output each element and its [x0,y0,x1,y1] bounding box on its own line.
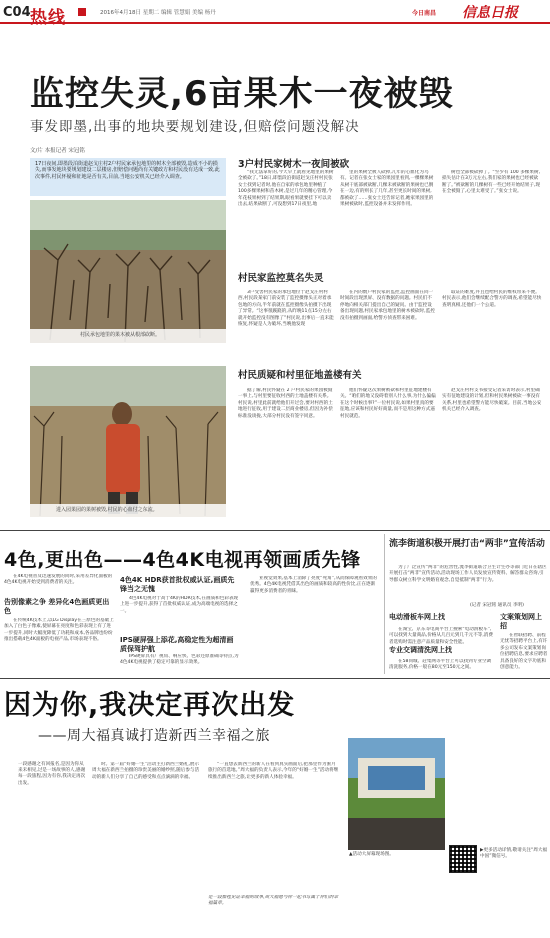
tv-col2-heading: 4色4K HDR获首批权威认证,画质先锋当之无愧 [120,576,235,593]
article-column: 3户受害村民家的承包地位于赵戈庄村村西,村民段某家门前安装了监控摄像头正对着承包地的方向,半年前就在监控摄像头拍摄下出现了异常。“这事很蹊跷的,从昨晚11点15分左右就开始监控没有图像了”村民说,出事后一直未能恢复,怀疑是人为破坏,当晚他发现 [238,290,334,328]
newspaper-logo: 信息日报 [462,5,518,21]
article-column: 时。第一届“好婚一生”活动主打新西兰婚礼,展示周大福在新西兰拍摄的珍贵美丽的婚纱照,随后参与活动的新人们分享了自己的感受和点点滴滴的幸福。 [92,762,200,780]
poem-column: 一段感谢之有回报名,是因为你从来未相见,过是一场故事的人,感谢每一段旅程,因为有你,我决定再次出发。 [18,762,86,786]
section-name: 热线 [30,8,66,28]
date-line: 2016年4月18日 星期二 编辑 管慧娟 美编 杨丹 [100,10,216,16]
article-column: “一直想去新西兰的新人在看到真实画面后,把那里作为蜜月旅行的首选地。”周大福的负责人表示,今年的“好婚一生”活动将继续推出新西兰之旅,让更多的新人体验幸福。 [208,762,339,780]
subsection-title: 专业交调清洗网上找 [389,646,452,654]
qr-caption: ▶更多活动详情,敬请关注“周大福中国”微信号。 [480,848,548,860]
event-illustration [348,738,445,850]
article-tail: 是一段旅程见证幸福的故事,周大福愿与你一起书写属于你们的幸福篇章。 [208,895,339,907]
article-column: 在智联招聘、前程无忧等招聘平台上,有许多公司发布文案策划岗位招聘信息,要求应聘者具备良好的文字功底和创意能力。 [500,633,548,671]
byline: 文/片 本报记者 宋冠铭 [30,148,85,154]
article-column: IPS硬屏具有广视角、响应快、色彩还原准确等特点,为4色4K电视提供了稳定可靠的显示效果。 [120,654,239,666]
article-column: 在58同城、赶集网等平台上可以找到专业空调清洗服务,价格一般在80元至150元之间。 [389,659,492,671]
tv-headline: 4色,更出色——4色4K电视再领画质先锋 [4,549,361,571]
sub-headline: 事发即墨,出事的地块要规划建设,但赔偿问题没解决 [30,119,360,135]
promo-headline: 流李街道积极开展打击“两非”宣传活动 [389,539,545,549]
subsection-title: 村民家监控莫名失灵 [238,273,324,284]
article-column: 为了广泛宣传“两非”的危害性,流李街道联合卫生计生办等部门近日在辖区开展打击“两非”宣传活动,活动现场工作人员发放宣传资料、解答群众咨询,引导群众树立科学文明婚育观念,自觉抵制“两非”行为。 [389,565,547,583]
subsection-title: 3户村民家树木一夜间被砍 [238,159,350,170]
article-column: 在4K电视普及迅速发展的同时,采用差异化面板的4色4K电视开始受到消费者的关注。 [4,574,113,586]
bottom-headline: 因为你,我决定再次出发 [4,690,296,721]
article-column: 在淘宝、京东等电商平台上搜索“电动滑板车”,可以找到大量商品,价格从几百元到几千元不等,消费者选购时需注意产品质量和安全性能。 [389,627,493,645]
tv-col1-heading: 告别像素之争 差异化4色画质更出色 [4,598,110,615]
bottom-subheadline: ——周大福真诚打造新西兰幸福之旅 [38,728,270,744]
article-column: 他们怀疑这次果树被砍和村里征地建楼有关。“咱们的地又没碍着别人什么事,为什么偏偏在这个时候出事?”一位村民说,如果村里真的要征地,应该和村民好好商量,而不是用这种方式逼村民就范。 [340,388,436,419]
lead-paragraph: 17日夜间,即墨段泊街道赵戈庄村2户村民家承包地里的树木全部被毁,造成不小的损失,而事发地块要规划建设二层楼房,但赔偿问题尚有关键政方和村民没有达成一致,此次事件,村民怀疑和征地是否有关,目前,当地公安机关已经介入调查。 [30,158,226,196]
villager-illustration [30,366,226,517]
article-column: 4色4K电视对于高于4K的HDR技术,在画质和色彩表现上进一步提升,获得了首批权威认证,成为高端电视的选择之一。 [120,596,239,614]
news-credit: (记者 宋冠铭 通讯员 李明) [470,603,524,608]
article-column: 据了解,村民怀疑在 2 户村民家的果园被毁一事上,与村里要征收村西的土地盖楼有关系。村民说,村里此前就给他们开过会,要对村西的土地进行征收,用于建设二层商业楼房,但因为补偿标准没谈拢,大部分村民没有签字同意。 [238,388,333,419]
section-divider [0,678,550,679]
photo-caption: ▲活动大屏幕现场图。 [349,852,394,857]
tv-col2-heading: IPS硬屏强上添花,高稳定性为超清画质保驾护航 [120,636,234,653]
main-headline: 监控失灵,6亩果木一夜被毁 [30,74,454,114]
qr-code-icon[interactable] [449,845,477,873]
section-divider [0,530,550,531]
article-column: “我无法拿好的,今天早上就看见地里的果树全被砍了。”18日,即墨段泊街道赵戈庄村村民张女士找到记者时,他在自家的承包地里种植了100多棵果树和苗木树,是过几年的精心管理,今年花枝果树到了结果期,眼看果就要挂下可以卖出去,结果砍断了,可没想到17日夜里,地 [238,170,334,208]
subsection-title: 村民质疑和村里征地盖楼有关 [238,370,362,381]
article-column: 里的果树全被人砍掉,几年的心血化为乌有。记者在张女士家的果园里看到,一棵棵果树从树干底部被砍断,几棵未被砍断的果树也已倒在一边,有的则长了几年,甚至更长时间的果树,都被砍了……张女士还告诉记者,她家果园里的果树被砍时,监控设备并未发挥作用。 [340,170,434,208]
event-photo [348,738,445,850]
villager-photo [30,366,226,517]
article-column: 在内的数户村民家的监控,监控画面在同一时间段出现黑屏、没有数据的问题。村民们不停地向相关部门提出自己的疑问。由于监控设备出现问题,村民家承包地里的树木被砍时,监控没有拍摄到画面,给警方侦查带来困难。 [340,290,435,321]
page-header [0,0,550,28]
article-column: 取证的难度,并且也给村民的维权带来不便。村民表示,他们会继续配合警方的调查,希望能尽快查明真相,还他们一个公道。 [442,290,542,308]
column-divider [384,534,385,674]
article-column: 赵戈庄村村支书接受记者采访时表示,村里确实有征地建设的计划,但和村民果树被砍一事没有关系,村里也希望警方能尽快破案。目前,当地公安机关已经介入调查。 [442,388,542,413]
article-column: 亚视觉效果,基本上消除了亮度“死角”,从而保障观看效果的优秀。4色4K电视凭借其出色的画质和较高的性价比,正在逐渐赢得更多消费者的青睐。 [250,576,377,594]
photo-caption: 进入园果园的果树被毁,村民的心血付之东流。 [56,507,158,513]
orchard-illustration [30,200,226,343]
brand-tag: 今日南昌 [412,10,437,17]
article-column: 在传统4K技术上,以LG Display在三原色的基础上加入了白色子像素,使屏幕在亮度和色彩表现上有了进一步提升,同时大幅度降低了功耗和成本,各品牌也纷纷推出搭载4色4K面板的电视产品,市场表现不俗。 [4,618,114,643]
subsection-title: 文案策划网上招 [500,613,542,630]
photo-caption: 村民承包地里的果木被从根部砍断。 [80,332,161,338]
subsection-title: 电动滑板车网上找 [389,613,445,621]
page-number: C04 [3,5,31,20]
article-column: 树也全部被砍掉了。“至少有 100 多棵果树,损失估计在3万元左右,我们家的果树也已经被砍断了。”被砍断的几棵树有一些已经开始结果子,现在全被毁了,心里太难受了。”张女士说。 [442,170,541,195]
section-marker [78,8,86,16]
orchard-photo [30,200,226,343]
